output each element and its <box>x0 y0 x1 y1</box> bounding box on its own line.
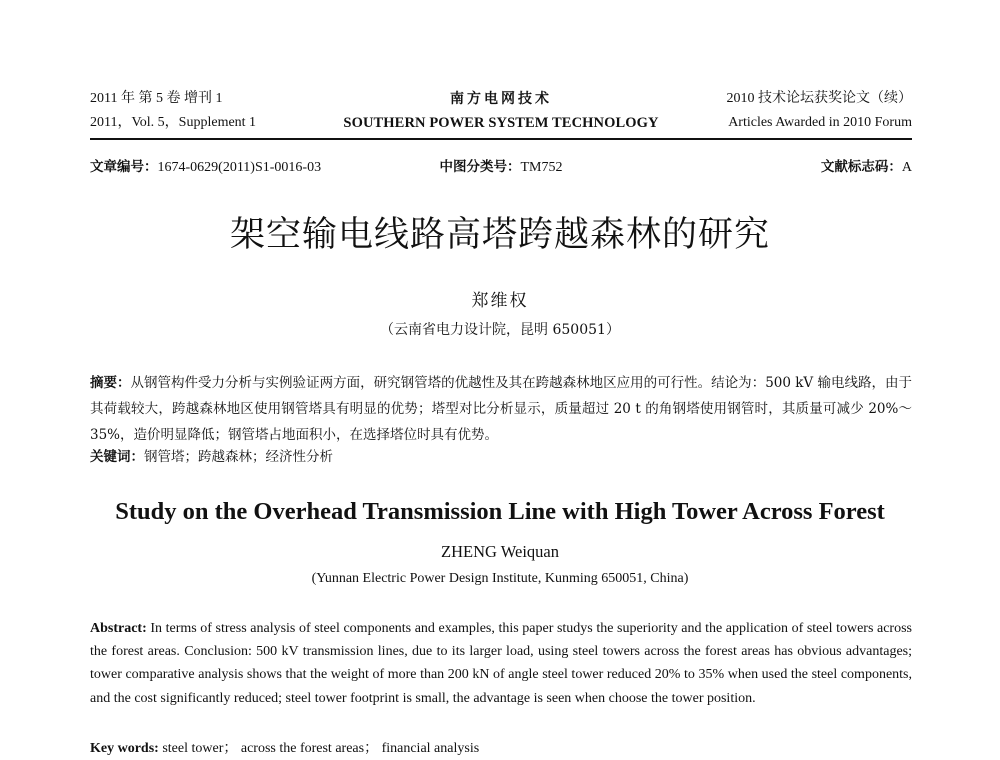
keywords-cn <box>90 446 912 468</box>
article-number-value: 1674-0629(2011)S1-0016-03 <box>157 160 322 175</box>
keywords-en <box>90 738 912 760</box>
abstract-en-text: In terms of stress analysis of steel components and examples, this paper studys the superiority and the application of steel towers across the forest areas. Conclusion: 500 kV transmission lines, due to its larger load, using steel towers across the forest areas has obvious advantages; tower comparative analysis shows that the weight of more than 200 kN of angle steel tower reduced 20% to 35% when used the steel components, and the cost significantly reduced; steel tower footprint is small, the advantage is seen when choose the tower position. <box>90 621 912 706</box>
document-code-label: 文献标志码： <box>820 159 902 175</box>
abstract-cn-text: 从钢管构件受力分析与实例验证两方面，研究钢管塔的优越性及其在跨越森林地区应用的可行性。结论为：500 kV 输电线路，由于其荷载较大，跨越森林地区使用钢管塔具有明显的优势；塔型对比分析显示，质量超过 20 t 的角钢塔使用钢管时，其质量可减少 20%～35%，造价明显降低；钢管塔占地面积小，在选择塔位时具有优势。 <box>90 375 913 443</box>
abstract-cn <box>90 370 912 448</box>
journal-name-cn: 南方电网技术 <box>450 91 552 107</box>
keywords-en-text: steel tower； across the forest areas； financial analysis <box>162 741 480 756</box>
running-header-cn-row <box>90 88 912 110</box>
section-en: Articles Awarded in 2010 Forum <box>728 115 912 130</box>
document-code <box>821 156 912 179</box>
journal-name-en: SOUTHERN POWER SYSTEM TECHNOLOGY <box>343 115 659 131</box>
article-number-label: 文章编号： <box>90 159 158 175</box>
abstract-en <box>90 617 912 710</box>
keywords-en-label: Key words: <box>90 741 159 756</box>
author-cn: 郑维权 <box>471 291 529 311</box>
clc-number-label: 中图分类号： <box>439 159 521 175</box>
paper-title-en: Study on the Overhead Transmission Line with High Tower Across Forest <box>115 498 885 525</box>
keywords-cn-text: 钢管塔；跨越森林；经济性分析 <box>144 449 333 465</box>
affiliation-cn: （云南省电力设计院，昆明 650051） <box>380 322 620 338</box>
affiliation-en: (Yunnan Electric Power Design Institute, Kunming 650051, China) <box>311 571 689 586</box>
clc-number-value: TM752 <box>520 160 563 175</box>
paper-title-cn: 架空输电线路高塔跨越森林的研究 <box>229 215 770 255</box>
header-rule <box>90 138 912 140</box>
running-header-en-row <box>90 112 912 134</box>
abstract-cn-label: 摘要： <box>90 375 131 391</box>
issue-en: 2011，Vol. 5，Supplement 1 <box>90 115 257 130</box>
issue-cn: 2011 年 第 5 卷 增刊 1 <box>90 91 223 106</box>
running-header <box>90 86 912 136</box>
abstract-en-label: Abstract: <box>90 621 147 636</box>
author-en: ZHENG Weiquan <box>441 542 559 561</box>
clc-number <box>90 156 912 179</box>
document-code-value: A <box>901 160 912 175</box>
article-meta <box>90 156 912 178</box>
section-cn: 2010 技术论坛获奖论文（续） <box>726 91 912 106</box>
keywords-cn-label: 关键词： <box>90 449 144 465</box>
